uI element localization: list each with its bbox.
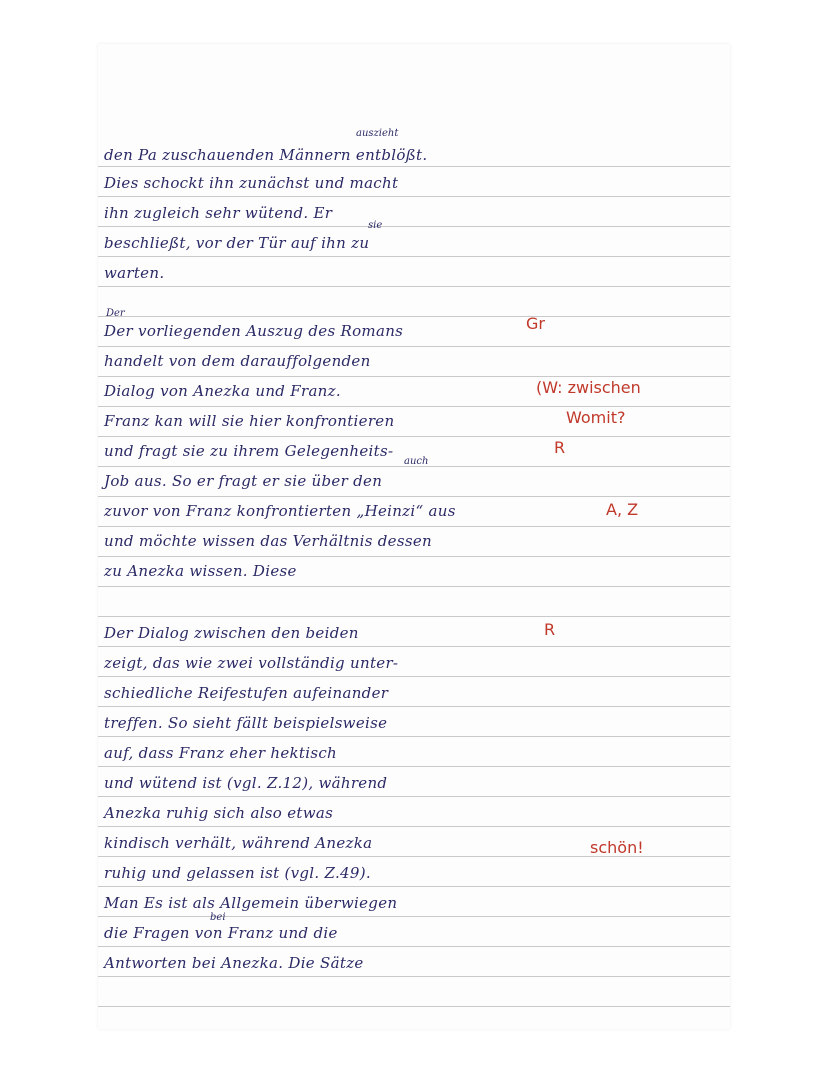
ruled-line xyxy=(98,166,730,167)
ruled-line xyxy=(98,496,730,497)
text-line: Job aus. So er fragt er sie über den xyxy=(104,472,383,490)
ruled-line xyxy=(98,886,730,887)
ruled-line xyxy=(98,706,730,707)
ruled-line xyxy=(98,646,730,647)
margin-note-w-zwischen: (W: zwischen xyxy=(536,378,641,397)
text-line: kindisch verhält, während Anezka xyxy=(104,834,373,852)
text-line: ruhig und gelassen ist (vgl. Z.49). xyxy=(104,864,371,882)
margin-note-r: R xyxy=(554,438,566,457)
notebook-page xyxy=(98,44,730,1029)
text-line: Der vorliegenden Auszug des Romans xyxy=(104,322,404,340)
ruled-line xyxy=(98,616,730,617)
insertion-auszieht: auszieht xyxy=(356,128,399,139)
ruled-line xyxy=(98,1006,730,1007)
ruled-line xyxy=(98,226,730,227)
text-line: Dies schockt ihn zunächst und macht xyxy=(104,174,399,192)
ruled-line xyxy=(98,946,730,947)
ruled-line xyxy=(98,316,730,317)
ruled-line xyxy=(98,346,730,347)
text-line: zuvor von Franz konfrontierten „Heinzi“ aus xyxy=(104,502,456,520)
ruled-line xyxy=(98,286,730,287)
ruled-line xyxy=(98,556,730,557)
text-line: warten. xyxy=(104,264,165,282)
text-line: Anezka ruhig sich also etwas xyxy=(104,804,334,822)
margin-note-gr: Gr xyxy=(526,314,545,333)
ruled-line xyxy=(98,436,730,437)
ruled-line xyxy=(98,796,730,797)
text-line: den Pa zuschauenden Männern entblößt. xyxy=(104,146,428,164)
ruled-line xyxy=(98,196,730,197)
ruled-line xyxy=(98,766,730,767)
insertion-bei: bei xyxy=(210,912,226,923)
ruled-line xyxy=(98,256,730,257)
ruled-line xyxy=(98,676,730,677)
ruled-line xyxy=(98,376,730,377)
text-line: Dialog von Anezka und Franz. xyxy=(104,382,341,400)
ruled-line xyxy=(98,526,730,527)
text-line: schiedliche Reifestufen aufeinander xyxy=(104,684,389,702)
text-line: auf, dass Franz eher hektisch xyxy=(104,744,337,762)
ruled-line xyxy=(98,826,730,827)
text-line: und fragt sie zu ihrem Gelegenheits- xyxy=(104,442,394,460)
text-line: Franz kan will sie hier konfrontieren xyxy=(104,412,395,430)
ruled-line xyxy=(98,976,730,977)
ruled-line xyxy=(98,916,730,917)
text-line: zeigt, das wie zwei vollständig unter- xyxy=(104,654,399,672)
insertion-der: Der xyxy=(106,308,125,319)
ruled-line xyxy=(98,736,730,737)
margin-note-a-z: A, Z xyxy=(606,500,639,519)
ruled-line xyxy=(98,586,730,587)
text-line: und wütend ist (vgl. Z.12), während xyxy=(104,774,388,792)
margin-note-schoen: schön! xyxy=(590,838,644,857)
text-line: zu Anezka wissen. Diese xyxy=(104,562,297,580)
text-line: beschließt, vor der Tür auf ihn zu xyxy=(104,234,370,252)
text-line: und möchte wissen das Verhältnis dessen xyxy=(104,532,432,550)
text-line: Der Dialog zwischen den beiden xyxy=(104,624,359,642)
text-line: Man Es ist als Allgemein überwiegen xyxy=(104,894,398,912)
insertion-sie: sie xyxy=(368,220,383,231)
ruled-line xyxy=(98,406,730,407)
text-line: ihn zugleich sehr wütend. Er xyxy=(104,204,333,222)
margin-note-r: R xyxy=(544,620,556,639)
text-line: handelt von dem darauffolgenden xyxy=(104,352,371,370)
text-line: Antworten bei Anezka. Die Sätze xyxy=(104,954,364,972)
insertion-auch: auch xyxy=(404,456,429,467)
margin-note-womit: Womit? xyxy=(566,408,626,427)
text-line: die Fragen von Franz und die xyxy=(104,924,338,942)
text-line: treffen. So sieht fällt beispielsweise xyxy=(104,714,388,732)
